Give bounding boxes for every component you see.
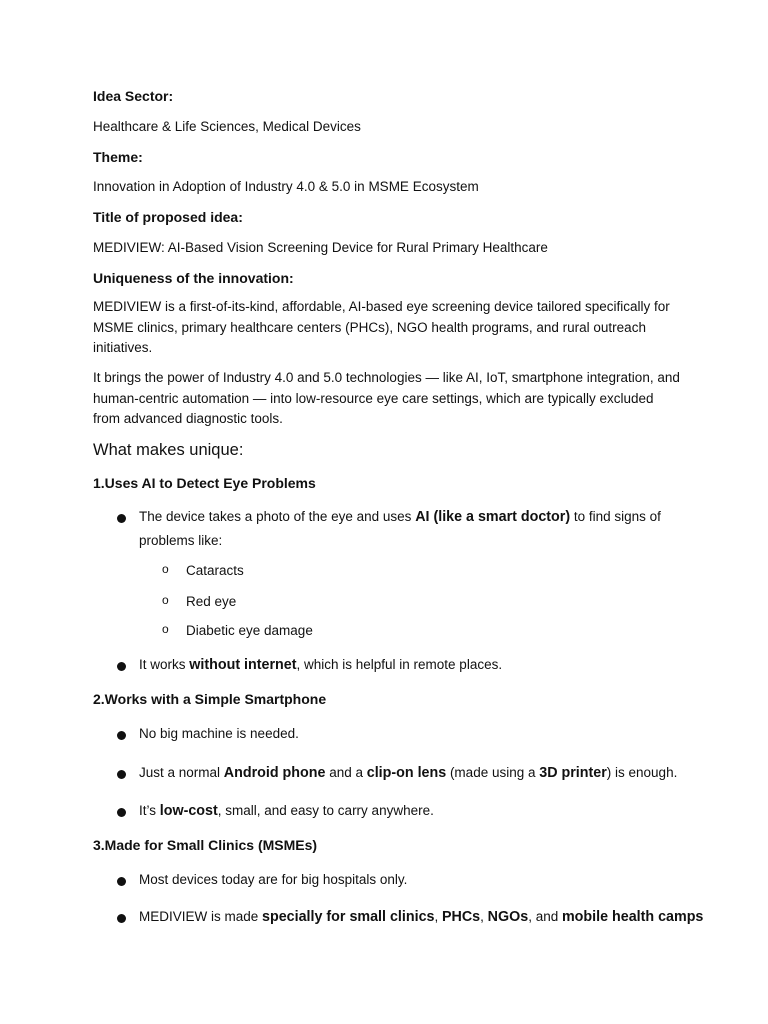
text: MEDIVIEW is made — [139, 909, 263, 924]
text: , small, and easy to carry anywhere. — [217, 803, 434, 818]
bold-text: Android phone — [223, 765, 326, 781]
theme-label: Theme: — [93, 149, 143, 165]
bold-text: mobile health camps — [561, 909, 704, 925]
title-label: Title of proposed idea: — [93, 209, 243, 225]
title-value: MEDIVIEW: AI-Based Vision Screening Device for Rural Primary Healthcare — [93, 240, 548, 255]
bold-text: AI (like a smart doctor) — [415, 509, 571, 525]
point1-heading: 1.Uses AI to Detect Eye Problems — [93, 475, 316, 491]
what-makes-unique-heading: What makes unique: — [93, 441, 244, 459]
text: , and — [528, 909, 562, 924]
uniqueness-paragraph-1: MEDIVIEW is a first-of-its-kind, affordable, AI-based eye screening device tailored specifically for MSME clinics, primary healthcare centers (PHCs), NGO health programs, and rural outreach initiatives. — [93, 299, 670, 355]
text: ) is enough. — [606, 765, 678, 780]
text: Most devices today are for big hospitals only. — [139, 872, 408, 887]
text: It works — [139, 657, 190, 672]
bullet-dot-icon — [117, 770, 126, 779]
text: , — [434, 909, 442, 924]
bold-text: NGOs — [487, 909, 529, 925]
bold-text: clip-on lens — [366, 765, 447, 781]
idea-sector-value: Healthcare & Life Sciences, Medical Devices — [93, 119, 361, 134]
text: and a — [325, 765, 367, 780]
bold-text: PHCs — [442, 909, 481, 925]
sub-item-label: Diabetic eye damage — [186, 623, 313, 638]
text: Just a normal — [139, 765, 224, 780]
text: No big machine is needed. — [139, 726, 299, 741]
text: (made using a — [446, 765, 540, 780]
sub-item-label: Red eye — [186, 594, 237, 609]
point1-b1-line2: problems like: — [139, 533, 223, 548]
text: The device takes a photo of the eye and uses — [139, 509, 416, 524]
bullet-dot-icon — [117, 914, 126, 923]
bullet-dot-icon — [117, 731, 126, 740]
text: to find signs of — [570, 509, 661, 524]
sub-item-label: Cataracts — [186, 563, 244, 578]
idea-sector-label: Idea Sector: — [93, 88, 174, 104]
bullet-dot-icon — [117, 808, 126, 817]
sub-bullet-icon: o — [162, 562, 169, 576]
sub-bullet-icon: o — [162, 593, 169, 607]
bold-text: specially for small clinics — [262, 909, 435, 925]
text: , which is helpful in remote places. — [296, 657, 503, 672]
point2-heading: 2.Works with a Simple Smartphone — [93, 691, 327, 707]
uniqueness-paragraph-2: It brings the power of Industry 4.0 and 5.0 technologies — like AI, IoT, smartphone integration, and human-centric automation — into low-resource eye care settings, which are typically excluded from advanced diagnostic tools. — [93, 370, 680, 426]
bullet-dot-icon — [117, 877, 126, 886]
sub-bullet-icon: o — [162, 622, 169, 636]
bold-text: 3D printer — [539, 765, 607, 781]
theme-value: Innovation in Adoption of Industry 4.0 & 5.0 in MSME Ecosystem — [93, 179, 479, 194]
bold-text: without internet — [189, 657, 297, 673]
text: It’s — [139, 803, 160, 818]
bullet-dot-icon — [117, 514, 126, 523]
uniqueness-label: Uniqueness of the innovation: — [93, 270, 294, 286]
text: , — [480, 909, 488, 924]
bold-text: low-cost — [159, 803, 218, 819]
bullet-dot-icon — [117, 662, 126, 671]
point3-heading: 3.Made for Small Clinics (MSMEs) — [93, 837, 318, 853]
